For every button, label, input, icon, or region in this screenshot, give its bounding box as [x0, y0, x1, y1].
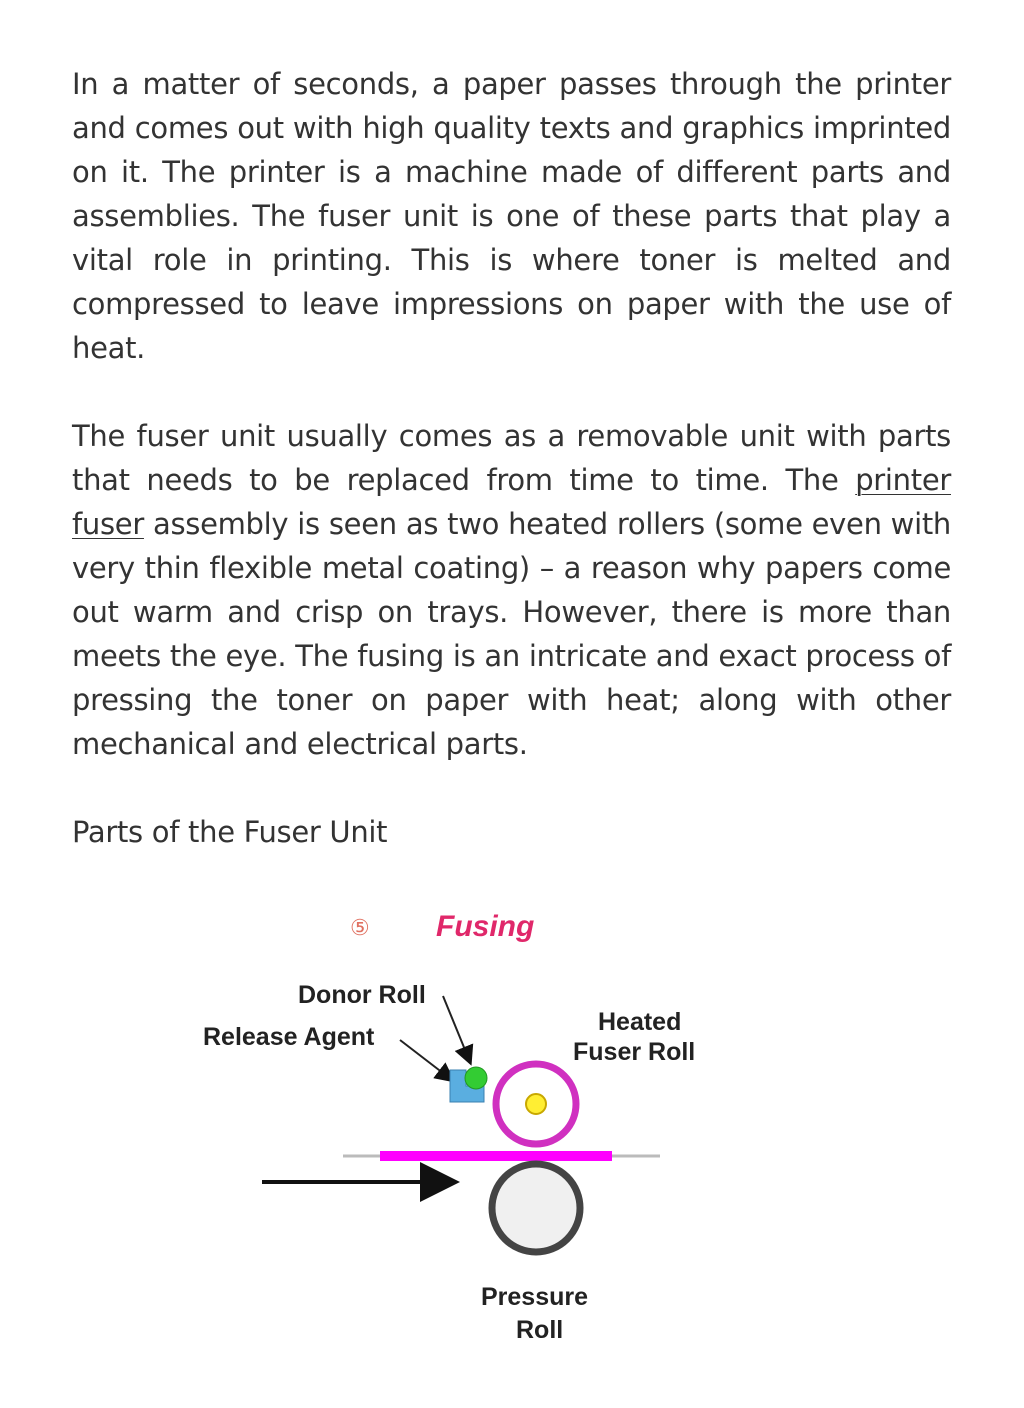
heated-label-line1: Heated [598, 1008, 682, 1036]
pressure-roll [492, 1164, 580, 1252]
fusing-diagram [190, 890, 750, 1360]
section-heading: Parts of the Fuser Unit [72, 815, 388, 849]
paper-toner-strip [380, 1151, 612, 1161]
pressure-label-line2: Roll [516, 1316, 564, 1344]
step-number: ⑤ [350, 915, 370, 940]
paragraph-fuser-unit [72, 414, 951, 766]
release-agent-pointer [400, 1040, 452, 1080]
paragraph-text-start: The fuser unit usually comes as a removable unit with parts that needs to be replaced from time to time. The [72, 419, 951, 497]
paragraph-text-end: assembly is seen as two heated rollers (some even with very thin flexible metal coating) – a reason why papers come out warm and crisp on trays. However, there is more than meets the eye. The fusing is an intricate and exact process of pressing the toner on paper with heat; along with other mechanical and electrical parts. [72, 507, 951, 761]
diagram-title: Fusing [436, 910, 535, 943]
article-body [72, 62, 951, 854]
release-agent-label: Release Agent [203, 1023, 375, 1051]
paragraph-intro: In a matter of seconds, a paper passes through the printer and comes out with high quality texts and graphics imprinted on it. The printer is a machine made of different parts and assemblies. The fuser unit is one of these parts that play a vital role in printing. This is where toner is melted and compressed to leave impressions on paper with the use of heat. [72, 67, 951, 365]
heater-core [526, 1094, 546, 1114]
donor-roll-label: Donor Roll [298, 981, 426, 1009]
pressure-label-line1: Pressure [481, 1283, 589, 1311]
heated-label-line2: Fuser Roll [573, 1038, 696, 1066]
donor-roll-pointer [443, 996, 470, 1062]
printer-fuser-link[interactable]: printer fuser [72, 463, 951, 541]
donor-roll [465, 1067, 487, 1089]
fusing-diagram-svg [190, 890, 750, 1360]
